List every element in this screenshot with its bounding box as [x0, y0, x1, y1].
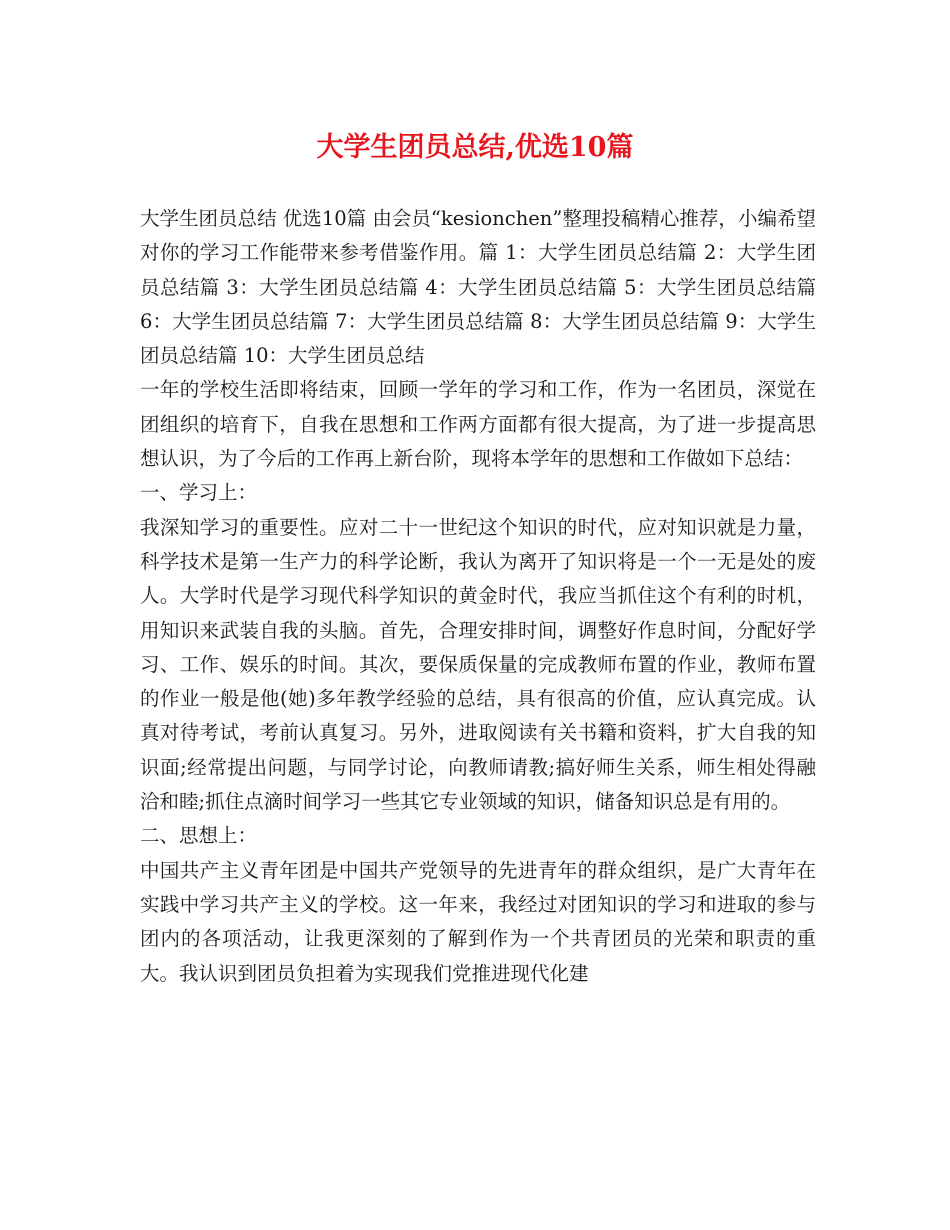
- summary-intro-paragraph: 一年的学校生活即将结束，回顾一学年的学习和工作，作为一名团员，深觉在团组织的培育下，自我在思想和工作两方面都有很大提高，为了进一步提高思想认识，为了今后的工作再上新台阶，现将本学年的思想和工作做如下总结：: [140, 378, 816, 471]
- section-heading-thought: 二、思想上：: [140, 824, 258, 848]
- document-body: [140, 202, 816, 991]
- thought-paragraph: 中国共产主义青年团是中国共产党领导的先进青年的群众组织，是广大青年在实践中学习共产主义的学校。这一年来，我经过对团知识的学习和进取的参与团内的各项活动，让我更深刻的了解到作为一个共青团员的光荣和职责的重大。我认识到团员负担着为实现我们党推进现代化建: [140, 858, 816, 985]
- document-title: 大学生团员总结,优选10篇: [316, 132, 634, 163]
- study-paragraph: 我深知学习的重要性。应对二十一世纪这个知识的时代，应对知识就是力量，科学技术是第一生产力的科学论断，我认为离开了知识将是一个一无是处的废人。大学时代是学习现代科学知识的黄金时代，我应当抓住这个有利的时机，用知识来武装自我的头脑。首先，合理安排时间，调整好作息时间，分配好学习、工作、娱乐的时间。其次，要保质保量的完成教师布置的作业，教师布置的作业一般是他(她)多年教学经验的总结，具有很高的价值，应认真完成。认真对待考试，考前认真复习。另外，进取阅读有关书籍和资料，扩大自我的知识面;经常提出问题，与同学讨论，向教师请教;搞好师生关系，师生相处得融洽和睦;抓住点滴时间学习一些其它专业领域的知识，储备知识总是有用的。: [140, 515, 816, 814]
- section-heading-study: 一、学习上：: [140, 481, 258, 505]
- intro-paragraph: 大学生团员总结 优选10篇 由会员“kesionchen”整理投稿精心推荐，小编希望对你的学习工作能带来参考借鉴作用。篇 1：大学生团员总结篇 2：大学生团员总结篇 3：大学生团员总结篇 4：大学生团员总结篇 5：大学生团员总结篇 6：大学生团员总结篇 7：大学生团员总结篇 8：大学生团员总结篇 9：大学生团员总结篇 10：大学生团员总结: [140, 207, 816, 368]
